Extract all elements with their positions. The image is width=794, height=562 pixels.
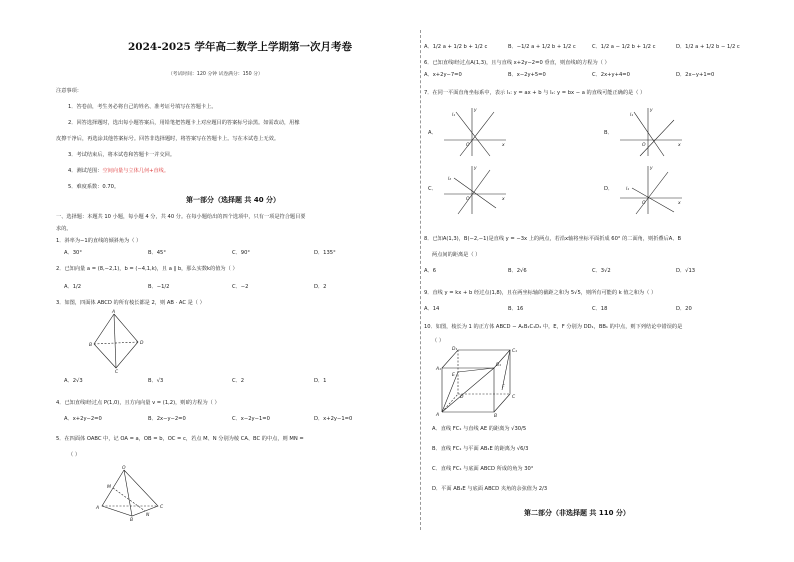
q4-option: C．x−2y−1=0 — [232, 416, 270, 422]
q2-option: D．2 — [314, 284, 327, 290]
q8-option: B．2√6 — [508, 268, 527, 274]
tetrahedron-oabc-figure — [96, 466, 166, 522]
q10-option: D．平面 AB₁E 与底面 ABCD 夹角的余弦值为 2/3 — [432, 486, 548, 492]
q7-graph-d — [620, 164, 684, 216]
axis-label: y — [474, 108, 477, 113]
fig-label: M — [107, 485, 111, 490]
fig-label: C₁ — [512, 349, 517, 354]
q9-stem: 9．直线 y = kx + b 经过点(1,8)，且在两坐标轴的截距之和为 5√5，则所有可能的 k 值之和为（ ） — [424, 290, 657, 296]
exam-title: 2024-2025 学年高二数学上学期第一次月考卷 — [128, 41, 352, 53]
q6-option: D．2x−y+1=0 — [676, 72, 715, 78]
line-label: l₁ — [452, 113, 456, 118]
axis-label: O — [466, 197, 470, 202]
q8-stem: 8．已知A(1,3)，B(−2,−1)是直线 y = −3x 上的两点，若沿x轴将坐标平面折成 60° 的二面角，则折叠后A、B — [424, 236, 682, 242]
q8-option: D．√13 — [676, 268, 696, 274]
fig-label: B — [89, 343, 93, 348]
q7-option-a-label: A． — [428, 130, 437, 136]
line-label: l₁ — [630, 113, 634, 118]
q1-option: B．45° — [148, 250, 166, 256]
q9-option: B．16 — [508, 306, 524, 312]
axis-label: x — [502, 197, 505, 202]
test-scope: 空间向量与立体几何+直线。 — [102, 168, 170, 174]
fig-label: D — [140, 341, 144, 346]
q7-graph-c — [444, 164, 508, 216]
notice-item: 4．测试范围：空间向量与立体几何+直线。 — [68, 168, 170, 174]
q2-stem: 2．已知向量 a = (8,−2,1)，b = (−4,1,k)，且 a ∥ b，那么实数k的值为（ ） — [56, 266, 238, 272]
axis-label: x — [678, 201, 681, 206]
fig-label: A₁ — [436, 367, 441, 372]
q8-option: C．3√2 — [592, 268, 611, 274]
q3-option: C．2 — [232, 378, 245, 384]
exam-info: （考试时间：120 分钟 试卷满分：150 分） — [168, 72, 263, 77]
fig-label: O — [122, 466, 126, 471]
q6-option: C．2x+y+4=0 — [592, 72, 630, 78]
column-divider — [420, 30, 421, 530]
q10-stem: 10．如图，棱长为 1 的正方体 ABCD − A₁B₁C₁D₁ 中，E，F 分别为 DD₁，BB₁ 的中点，则下列结论中错误的是 — [424, 324, 683, 330]
fig-label: B — [130, 518, 134, 523]
q1-option: A．30° — [64, 250, 82, 256]
q6-option: A．x+2y−7=0 — [424, 72, 462, 78]
q3-option: D．1 — [314, 378, 327, 384]
q6-stem: 6．已知直线l经过点A(1,3)，且与直线 x+2y−2=0 垂直，则直线l的方程为（ ） — [424, 60, 610, 66]
q7-graph-a — [444, 106, 508, 158]
fig-label: A — [112, 310, 116, 315]
q3-option: B．√3 — [148, 378, 164, 384]
q4-option: A．x+2y−2=0 — [64, 416, 102, 422]
q3-stem: 3．如图，四面体 ABCD 的所有棱长都是 2，则 AB · AC 是（ ） — [56, 300, 205, 306]
tetrahedron-abcd-figure — [86, 310, 146, 375]
q9-option: C．18 — [592, 306, 608, 312]
part1-heading: 第一部分（选择题 共 40 分） — [186, 196, 281, 204]
fig-label: N — [146, 513, 150, 518]
axis-label: y — [474, 166, 477, 171]
axis-label: y — [650, 166, 653, 171]
notice-item: 2．回答选择题时，选出每小题答案后，用铅笔把答题卡上对应题目的答案标号涂黑。如需改动，用橡 — [68, 120, 300, 126]
q5-option: C．1/2 a − 1/2 b + 1/2 c — [592, 44, 656, 50]
q5-stem: 5．在四面体 OABC 中，记 OA = a，OB = b，OC = c，若点 M、N 分别为棱 CA、BC 的中点，则 MN = — [56, 436, 304, 442]
axis-label: y — [650, 108, 653, 113]
fig-label: D — [460, 395, 464, 400]
q8-stem-2: 两点间的距离是（ ） — [432, 252, 481, 258]
q4-option: D．x+2y−1=0 — [314, 416, 353, 422]
axis-label: O — [466, 143, 470, 148]
q5-option: D．1/2 a + 1/2 b − 1/2 c — [676, 44, 740, 50]
part1-intro: 求的。 — [56, 226, 72, 232]
q5-option: A．1/2 a + 1/2 b + 1/2 c — [424, 44, 488, 50]
q2-option: C．−2 — [232, 284, 249, 290]
q4-stem: 4．已知直线l经过点 P(1,0)，且方向向量 v = (1,2)，则l的方程为（ ） — [56, 400, 220, 406]
q10-option: B．直线 FC₁ 与平面 AB₁E 的距离为 √6/3 — [432, 446, 529, 452]
q3-option: A．2√3 — [64, 378, 83, 384]
notice-item: 皮擦干净后，再选涂其他答案标号。回答非选择题时，将答案写在答题卡上。写在本试卷上无效。 — [56, 136, 280, 142]
q9-option: A．14 — [424, 306, 440, 312]
q10-option: A．直线 FC₁ 与直线 AE 的距离为 √30/5 — [432, 426, 527, 432]
notice-heading: 注意事项： — [56, 88, 82, 94]
axis-label: x — [678, 143, 681, 148]
q2-option: A．1/2 — [64, 284, 82, 290]
fig-label: C — [115, 370, 119, 375]
q5-tail: （ ） — [68, 452, 81, 458]
q2-option: B．−1/2 — [148, 284, 170, 290]
q7-graph-b — [620, 106, 684, 158]
q7-option-c-label: C． — [428, 186, 437, 192]
q10-tail: （ ） — [432, 338, 445, 344]
fig-label: A — [436, 413, 440, 418]
q7-stem: 7．在同一平面直角坐标系中，表示 l₁: y = ax + b 与 l₂: y = bx − a 的直线可能正确的是（ ） — [424, 90, 646, 96]
fig-label: C — [160, 505, 164, 510]
fig-label: E — [452, 373, 455, 378]
notice-item: 5．难度系数：0.70。 — [68, 184, 120, 190]
q8-option: A．6 — [424, 268, 437, 274]
notice-item: 3．考试结束后，将本试卷和答题卡一并交回。 — [68, 152, 176, 158]
q5-option: B．−1/2 a + 1/2 b + 1/2 c — [508, 44, 576, 50]
q10-option: C．直线 FC₁ 与底面 ABCD 所成的角为 30° — [432, 466, 534, 472]
q7-option-b-label: B． — [604, 130, 613, 136]
q1-option: C．90° — [232, 250, 251, 256]
fig-label: B — [494, 414, 498, 419]
part1-intro: 一、选择题：本题共 10 小题，每小题 4 分，共 40 分。在每小题给出的四个选项中，只有一项是符合题目要 — [56, 214, 306, 220]
fig-label: D₁ — [452, 347, 458, 352]
fig-label: A — [96, 506, 100, 511]
fig-label: C — [512, 395, 516, 400]
fig-label: B₁ — [496, 363, 501, 368]
q9-option: D．20 — [676, 306, 692, 312]
axis-label: x — [502, 143, 505, 148]
q6-option: B．x−2y+5=0 — [508, 72, 546, 78]
axis-label: O — [642, 201, 646, 206]
axis-label: O — [642, 143, 646, 148]
q4-option: B．2x−y−2=0 — [148, 416, 186, 422]
q1-stem: 1．斜率为−1的直线的倾斜角为（ ） — [56, 238, 142, 244]
fig-label: F — [502, 385, 505, 390]
line-label: l₁ — [626, 187, 630, 192]
cube-figure — [436, 346, 522, 418]
q1-option: D．135° — [314, 250, 336, 256]
notice-item: 1．答卷前，考生务必将自己的姓名、准考证号填写在答题卡上。 — [68, 104, 217, 110]
line-label: l₂ — [448, 177, 452, 182]
part2-heading: 第二部分（非选择题 共 110 分） — [524, 509, 630, 517]
q7-option-d-label: D． — [604, 186, 614, 192]
